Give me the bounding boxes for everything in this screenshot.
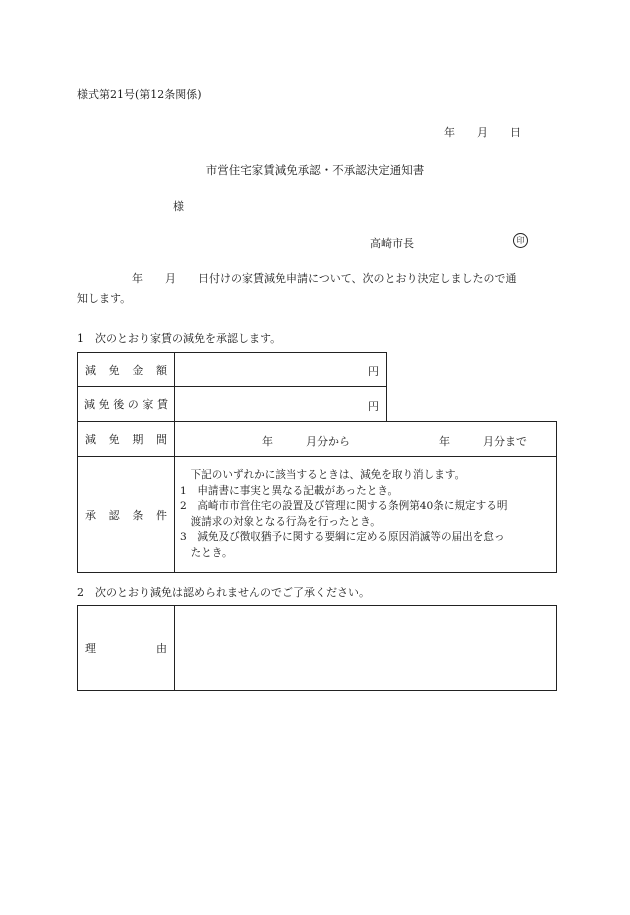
reason-field[interactable] — [174, 605, 557, 691]
rent-after-unit: 円 — [368, 400, 379, 413]
document-title: 市営住宅家賃減免承認・不承認決定通知書 — [205, 163, 425, 177]
period-label-char: 免 — [108, 433, 120, 446]
conditions-label-char: 承 — [85, 508, 96, 522]
period-label — [77, 421, 175, 457]
amount-label-char: 金 — [132, 363, 144, 377]
period-label-char: 減 — [85, 433, 96, 446]
amount-label-char: 免 — [108, 363, 120, 377]
rent-after-label-char: 後 — [113, 398, 125, 411]
conditions-label-char: 認 — [108, 508, 120, 522]
section2-heading: 2 次のとおり減免は認められませんのでご了承ください。 — [77, 586, 370, 599]
amount-label-char: 減 — [85, 363, 96, 377]
section1-heading: 1 次のとおり家賃の減免を承認します。 — [77, 332, 282, 345]
rent-after-label — [77, 386, 175, 422]
condition-line: 下記のいずれかに該当するときは、減免を取り消します。 — [180, 469, 466, 481]
rent-after-label-char: 免 — [98, 398, 110, 411]
condition-line: 3 減免及び徴収猶予に関する要綱に定める原因消滅等の届出を怠っ — [180, 531, 505, 543]
condition-line: 2 高崎市市営住宅の設置及び管理に関する条例第40条に規定する明 — [180, 500, 508, 512]
condition-line: 1 申請書に事実と異なる記載があったとき。 — [180, 484, 399, 497]
body-line-1: 年 月 日付けの家賃減免申請について、次のとおり決定しましたので通 — [77, 272, 517, 285]
condition-line: 渡請求の対象となる行為を行ったとき。 — [180, 515, 381, 528]
period-label-char: 間 — [155, 433, 167, 446]
reason-label-char: 理 — [85, 642, 96, 655]
rent-after-label-char: 賃 — [156, 398, 168, 411]
addressee-suffix: 様 — [173, 200, 184, 213]
seal-icon: 印 — [513, 233, 528, 248]
reason-label-char: 由 — [156, 642, 167, 655]
rent-after-field[interactable] — [174, 386, 387, 422]
rent-after-label-char: 家 — [142, 398, 154, 411]
amount-field[interactable] — [174, 352, 387, 387]
issue-date: 年 月 日 — [444, 126, 521, 139]
body-line-2: 知します。 — [77, 292, 132, 305]
period-from: 年 月分から — [262, 435, 350, 448]
form-number: 様式第21号(第12条関係) — [77, 88, 202, 101]
conditions-label — [77, 456, 175, 573]
rent-after-label-char: の — [127, 398, 139, 411]
issuer-name: 高崎市長 — [370, 237, 414, 250]
amount-label — [77, 352, 175, 387]
conditions-label-char: 条 — [132, 508, 144, 522]
conditions-text — [180, 468, 507, 561]
conditions-label-char: 件 — [155, 508, 167, 522]
reason-label — [77, 605, 175, 691]
amount-unit: 円 — [368, 365, 379, 378]
period-label-char: 期 — [132, 433, 144, 446]
amount-label-char: 額 — [155, 363, 167, 377]
rent-after-label-char: 減 — [84, 398, 95, 411]
period-to: 年 月分まで — [439, 435, 527, 448]
condition-line: たとき。 — [180, 546, 233, 559]
